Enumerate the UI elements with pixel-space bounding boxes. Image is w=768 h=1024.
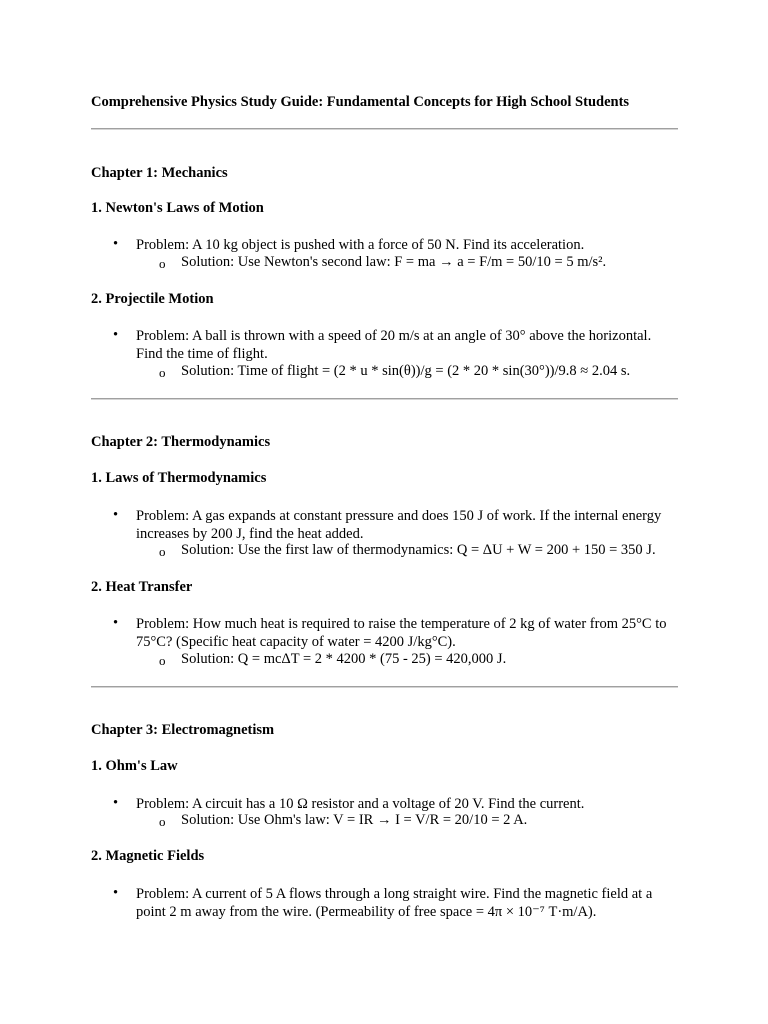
bullet-marker: •: [113, 795, 119, 811]
bullet-marker: •: [113, 236, 119, 252]
sub-bullet-marker: o: [159, 365, 166, 380]
bullet-marker: •: [113, 507, 119, 523]
document-title: Comprehensive Physics Study Guide: Fundamental Concepts for High School Students: [91, 94, 630, 110]
bullet-marker: •: [113, 885, 119, 901]
solution-text: Solution: Q = mcΔT = 2 * 4200 * (75 - 25) = 420,000 J.: [181, 651, 507, 667]
chapter-heading: Chapter 3: Electromagnetism: [91, 722, 275, 738]
bullet-marker: •: [113, 615, 119, 631]
bullet-marker: •: [113, 327, 119, 343]
section-heading: 1. Ohm's Law: [91, 758, 178, 774]
sub-bullet-marker: o: [159, 653, 166, 668]
problem-text: Problem: A 10 kg object is pushed with a force of 50 N. Find its acceleration.: [136, 237, 585, 253]
solution-text: Solution: Time of flight = (2 * u * sin(θ))/g = (2 * 20 * sin(30°))/9.8 ≈ 2.04 s.: [181, 363, 631, 379]
problem-text: Problem: A current of 5 A flows through a long straight wire. Find the magnetic field at a point 2 m away from the wire. (Permeability of free space = 4π × 10⁻⁷ T·m/A).: [136, 886, 653, 920]
sub-bullet-marker: o: [159, 544, 166, 559]
problem-text: Problem: A circuit has a 10 Ω resistor and a voltage of 20 V. Find the current.: [136, 796, 585, 812]
solution-text: Solution: Use Newton's second law: F = ma → a = F/m = 50/10 = 5 m/s².: [181, 254, 607, 270]
section-heading: 2. Heat Transfer: [91, 579, 193, 595]
problem-text: Problem: A gas expands at constant pressure and does 150 J of work. If the internal energy increases by 200 J, find the heat added.: [136, 508, 662, 542]
section-heading: 2. Projectile Motion: [91, 291, 214, 307]
chapter-heading: Chapter 1: Mechanics: [91, 165, 228, 181]
section-heading: 2. Magnetic Fields: [91, 848, 205, 864]
problem-text: Problem: How much heat is required to raise the temperature of 2 kg of water from 25°C to 75°C? (Specific heat capacity of water = 4200 J/kg°C).: [136, 616, 667, 650]
chapter-heading: Chapter 2: Thermodynamics: [91, 434, 271, 450]
solution-text: Solution: Use the first law of thermodynamics: Q = ΔU + W = 200 + 150 = 350 J.: [181, 542, 656, 558]
divider: [91, 398, 678, 400]
section-heading: 1. Laws of Thermodynamics: [91, 470, 267, 486]
problem-text: Problem: A ball is thrown with a speed of 20 m/s at an angle of 30° above the horizontal. Find the time of flight.: [136, 328, 652, 362]
sub-bullet-marker: o: [159, 814, 166, 829]
section-heading: 1. Newton's Laws of Motion: [91, 200, 264, 216]
sub-bullet-marker: o: [159, 256, 166, 271]
divider: [91, 686, 678, 688]
solution-text: Solution: Use Ohm's law: V = IR → I = V/R = 20/10 = 2 A.: [181, 812, 528, 828]
divider: [91, 128, 678, 130]
